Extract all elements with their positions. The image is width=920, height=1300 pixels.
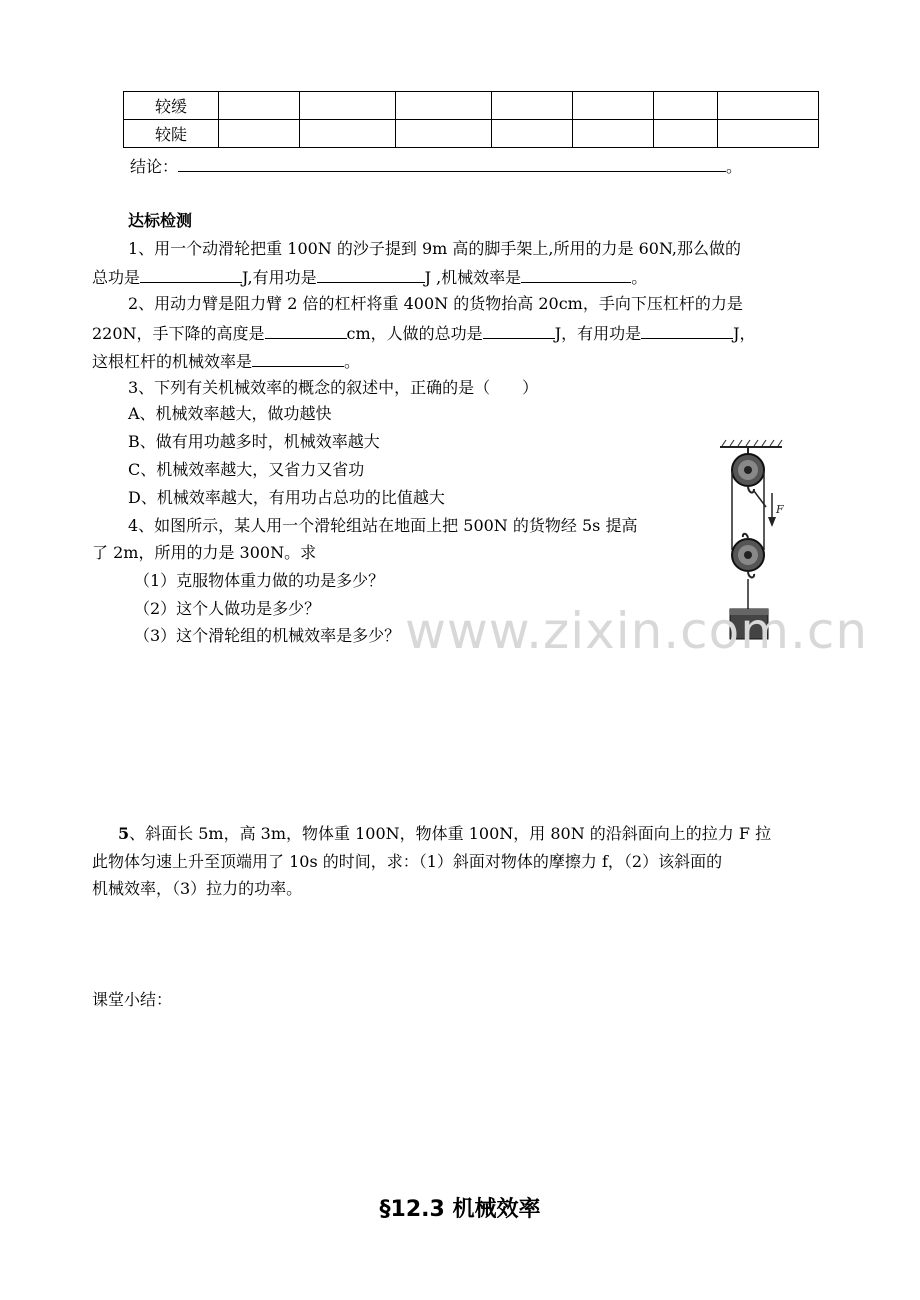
table-cell	[654, 120, 718, 148]
q1-useful-blank[interactable]	[317, 266, 425, 283]
table-cell	[396, 92, 492, 120]
q1-total-blank[interactable]	[140, 266, 242, 283]
conclusion-blank[interactable]	[178, 155, 726, 172]
q3-option-a[interactable]: A、机械效率越大，做功越快	[128, 404, 332, 423]
q1-text-total: 总功是	[92, 268, 141, 287]
table-cell	[396, 120, 492, 148]
q3-option-d[interactable]: D、机械效率越大，有用功占总功的比值越大	[128, 488, 445, 507]
q2-text-useful: J，有用功是	[554, 324, 642, 343]
q2-useful-blank[interactable]	[641, 322, 733, 339]
table-cell	[654, 92, 718, 120]
section-heading: 达标检测	[128, 211, 193, 230]
q1-text-useful: J,有用功是	[242, 268, 317, 287]
q1-text-efficiency: J ,机械效率是	[424, 268, 522, 287]
q5-line3: 机械效率，（3）拉力的功率。	[92, 879, 303, 898]
q3-option-b[interactable]: B、做有用功越多时，机械效率越大	[128, 432, 380, 451]
q1-end: 。	[631, 268, 648, 287]
q2-line1: 2、用动力臂是阻力臂 2 倍的杠杆将重 400N 的货物抬高 20cm，手向下压杠杆的力是	[128, 294, 743, 313]
row-label: 较缓	[124, 92, 219, 120]
q4-line1: 4、如图所示，某人用一个滑轮组站在地面上把 500N 的货物经 5s 提高	[128, 516, 638, 535]
summary-label: 课堂小结：	[92, 990, 173, 1009]
q2-height-blank[interactable]	[265, 322, 347, 339]
table-cell	[219, 120, 300, 148]
watermark: www.zixin.com.cn	[405, 602, 869, 660]
q2-text-efficiency: 这根杠杆的机械效率是	[92, 352, 253, 371]
table-cell	[300, 92, 396, 120]
table-row	[124, 120, 819, 148]
table-cell	[718, 120, 819, 148]
force-label: F	[776, 503, 784, 516]
q1-line1: 1、用一个动滑轮把重 100N 的沙子提到 9m 高的脚手架上,所用的力是 60N,那么做的	[128, 239, 742, 258]
conclusion-label: 结论：	[130, 157, 179, 176]
table-cell	[573, 92, 654, 120]
conclusion-end: 。	[726, 157, 743, 176]
table-cell	[718, 92, 819, 120]
q2-text-height: 220N，手下降的高度是	[92, 324, 265, 343]
q1-line2	[92, 266, 647, 288]
q2-text-total: cm，人做的总功是	[346, 324, 483, 343]
q4-sub1: （1）克服物体重力做的功是多少？	[134, 571, 385, 590]
q1-efficiency-blank[interactable]	[521, 266, 631, 283]
q5-line1-text: 、斜面长 5m，高 3m，物体重 100N，物体重 100N，用 80N 的沿斜面向上的拉力 F 拉	[129, 824, 772, 843]
q2-line3	[92, 350, 360, 372]
table-row	[124, 92, 819, 120]
q2-text-unit: J，	[733, 324, 756, 343]
row-label: 较陡	[124, 120, 219, 148]
q2-total-blank[interactable]	[483, 322, 555, 339]
q2-end: 。	[344, 352, 361, 371]
page-title: §12.3 机械效率	[379, 1197, 541, 1222]
table-cell	[492, 92, 573, 120]
table-cell	[492, 120, 573, 148]
table-cell	[300, 120, 396, 148]
data-table	[123, 91, 819, 148]
q3-option-c[interactable]: C、机械效率越大，又省力又省功	[128, 460, 365, 479]
q3-stem: 3、下列有关机械效率的概念的叙述中，正确的是（ ）	[128, 378, 539, 397]
table-cell	[219, 92, 300, 120]
q4-sub2: （2）这个人做功是多少？	[134, 599, 321, 618]
q2-line2	[92, 322, 756, 344]
q4-sub3: （3）这个滑轮组的机械效率是多少？	[134, 626, 401, 645]
q5-line2: 此物体匀速上升至顶端用了 10s 的时间，求：（1）斜面对物体的摩擦力 f，（2）该斜面的	[92, 852, 723, 871]
table-cell	[573, 120, 654, 148]
q4-line2: 了 2m，所用的力是 300N。求	[92, 543, 317, 562]
q5-number: 5	[118, 824, 130, 843]
q5-line1	[118, 824, 771, 844]
q2-efficiency-blank[interactable]	[252, 350, 344, 367]
conclusion-line	[130, 155, 742, 177]
